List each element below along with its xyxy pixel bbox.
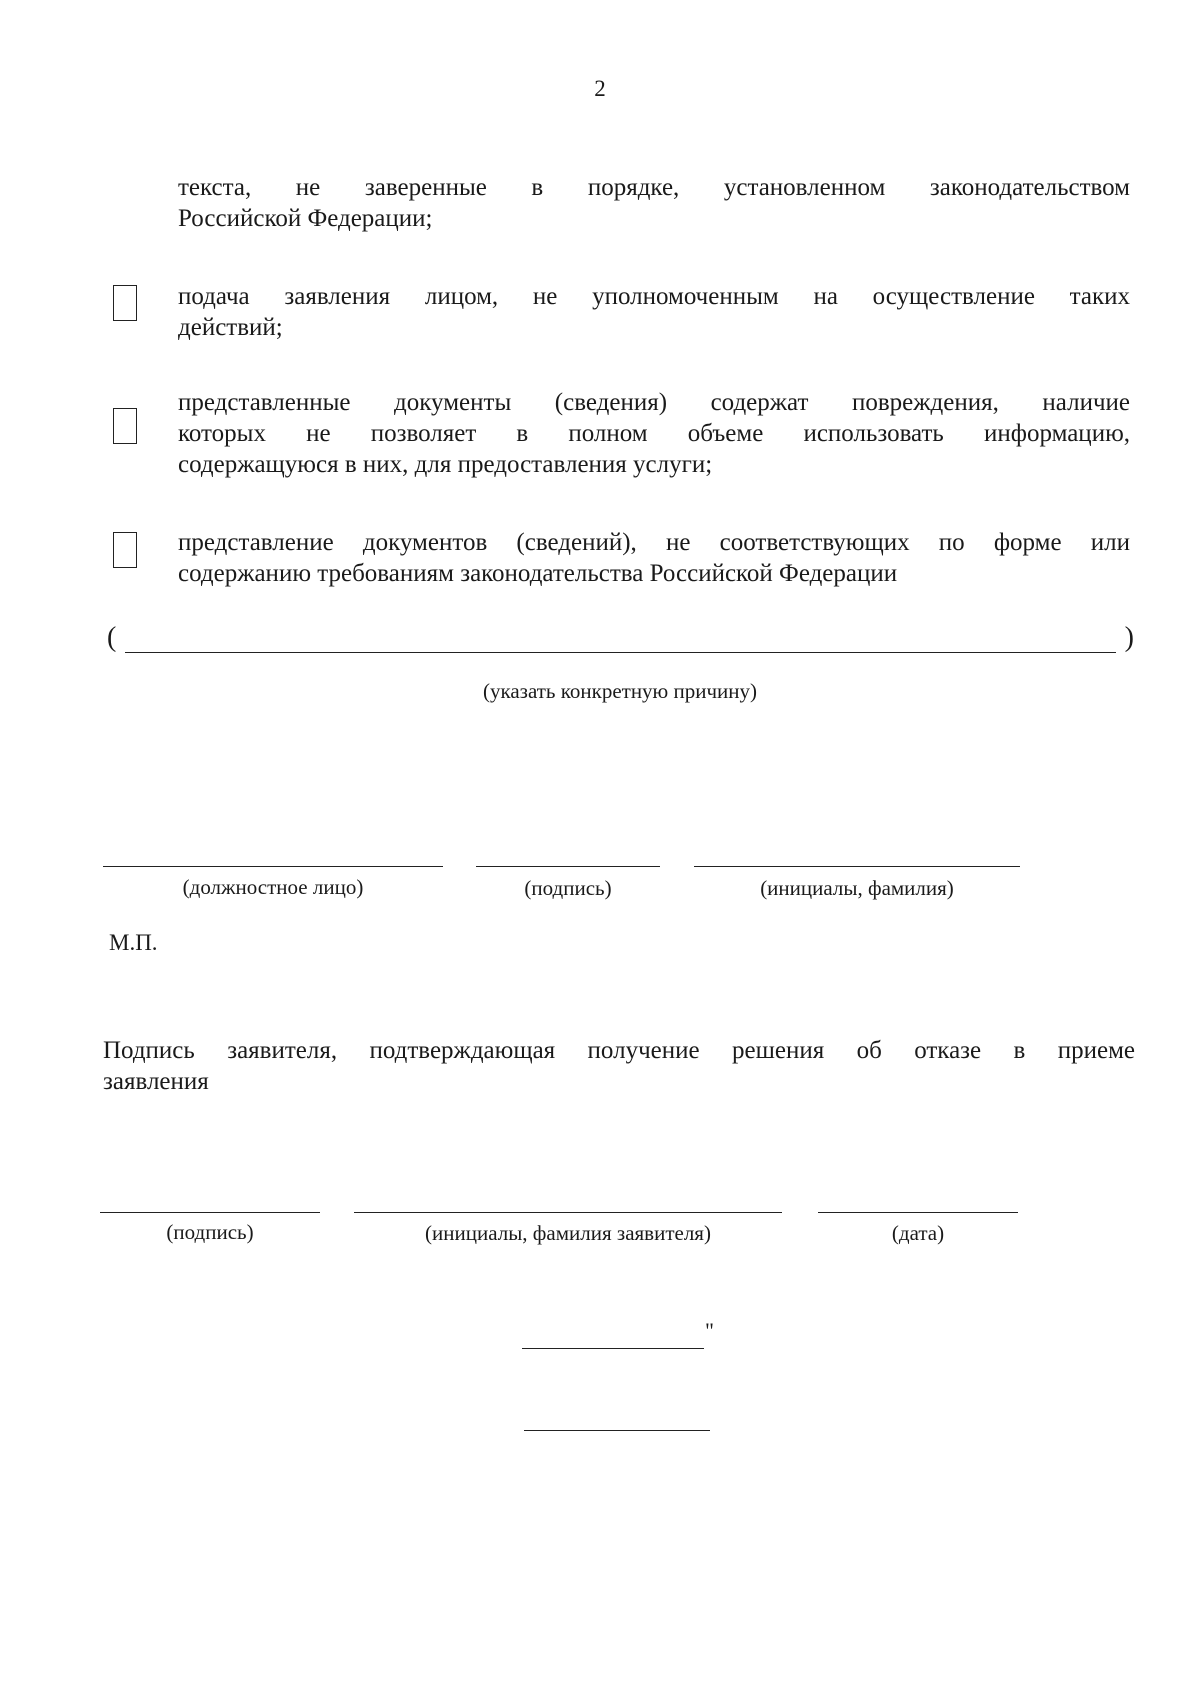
reason-checkbox-damaged[interactable] (113, 408, 137, 444)
stamp-label: М.П. (109, 930, 158, 955)
specific-reason-hint: (указать конкретную причину) (482, 679, 758, 703)
official-position-rule (103, 866, 443, 867)
applicant-signature-rule (100, 1212, 320, 1213)
reason-damaged-documents (178, 387, 1130, 480)
applicant-confirmation-line-2: заявления (103, 1068, 209, 1095)
applicant-name-label: (инициалы, фамилия заявителя) (425, 1221, 711, 1245)
official-name-rule (694, 866, 1020, 867)
reason-3-line-2: которых не позволяет в полном объеме использовать информацию, (178, 420, 1130, 447)
official-position-label: (должностное лицо) (182, 875, 364, 899)
official-signature-rule (476, 866, 660, 867)
specific-reason-rule (125, 652, 1116, 653)
specific-reason-field[interactable] (107, 622, 1134, 654)
reason-2-line-1: подача заявления лицом, не уполномоченным на осуществление таких (178, 283, 1130, 310)
reason-1-line-1: текста, не заверенные в порядке, установленном законодательством (178, 174, 1130, 201)
applicant-date-label: (дата) (891, 1221, 945, 1245)
reason-3-line-3: содержащуюся в них, для предоставления услуги; (178, 451, 713, 478)
reason-4-line-2: содержанию требованиям законодательства Российской Федерации (178, 560, 898, 587)
reason-checkbox-nonconforming[interactable] (113, 532, 137, 568)
closing-rule-upper (522, 1348, 704, 1349)
reason-2-line-2: действий; (178, 314, 283, 341)
close-paren: ) (1124, 622, 1134, 653)
closing-quote-mark: " (705, 1318, 714, 1343)
reason-1-line-2: Российской Федерации; (178, 205, 433, 232)
applicant-confirmation-text (103, 1035, 1135, 1097)
closing-rule-lower (524, 1430, 710, 1431)
applicant-date-rule (818, 1212, 1018, 1213)
applicant-signature-label: (подпись) (166, 1220, 254, 1244)
reason-unauthorized (178, 281, 1130, 343)
reason-nonconforming-documents (178, 527, 1130, 589)
reason-continuation (178, 172, 1130, 234)
reason-3-line-1: представленные документы (сведения) содержат повреждения, наличие (178, 389, 1130, 416)
applicant-name-rule (354, 1212, 782, 1213)
official-name-label: (инициалы, фамилия) (760, 876, 954, 900)
official-signature-label: (подпись) (524, 876, 612, 900)
applicant-confirmation-line-1: Подпись заявителя, подтверждающая получение решения об отказе в приеме (103, 1037, 1135, 1064)
reason-4-line-1: представление документов (сведений), не соответствующих по форме или (178, 529, 1130, 556)
page-number: 2 (594, 76, 606, 101)
open-paren: ( (107, 622, 117, 653)
reason-checkbox-unauthorized[interactable] (113, 285, 137, 321)
